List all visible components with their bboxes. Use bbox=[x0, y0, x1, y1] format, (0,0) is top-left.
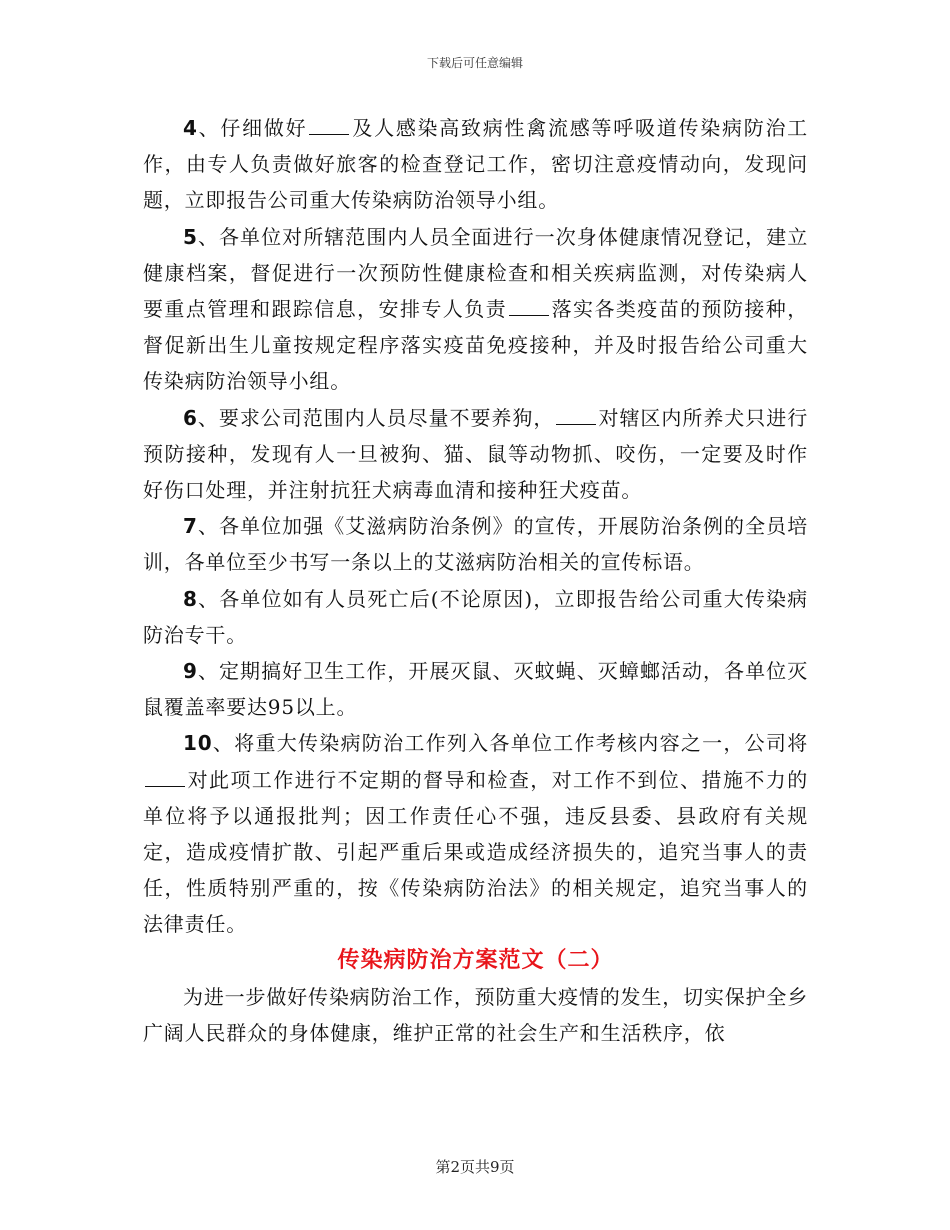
item-text-part-b: 落实各类疫苗的预防接种，督促新出生儿童按规定程序落实疫苗免疫接种，并及时报告给公司重大传染病防治领导小组。 bbox=[143, 297, 808, 394]
blank-line bbox=[556, 408, 596, 425]
item-number: 9 bbox=[183, 659, 198, 684]
page-footer: 第2页共9页 bbox=[435, 1158, 515, 1176]
item-number: 4 bbox=[183, 116, 198, 140]
item-separator: 、 bbox=[197, 405, 219, 430]
list-item-9 bbox=[143, 653, 808, 725]
item-separator: 、 bbox=[197, 116, 221, 140]
item-number: 6 bbox=[183, 405, 198, 430]
item-text-part-b: 对此项工作进行不定期的督导和检查，对工作不到位、措施不力的单位将予以通报批判；因工作责任心不强，违反县委、县政府有关规定，造成疫情扩散、引起严重后果或造成经济损失的，追究当事人的责任，性质特别严重的，按《传染病防治法》的相关规定，追究当事人的法律责任。 bbox=[143, 767, 808, 937]
item-separator: 、 bbox=[197, 586, 220, 611]
item-text: 定期搞好卫生工作，开展灭鼠、灭蚊蝇、灭蟑螂活动，各单位灭鼠覆盖率要达95以上。 bbox=[143, 659, 808, 720]
item-number: 10 bbox=[183, 731, 213, 756]
blank-line bbox=[145, 770, 185, 787]
item-separator: 、 bbox=[197, 224, 220, 249]
page-header: 下载后可任意编辑 bbox=[426, 56, 523, 70]
blank-line bbox=[509, 299, 549, 316]
section-title: 传染病防治方案范文（二） bbox=[337, 947, 614, 973]
list-item-6 bbox=[143, 400, 808, 509]
list-item-8 bbox=[143, 581, 808, 653]
list-item-7 bbox=[143, 508, 808, 580]
list-item-10 bbox=[143, 725, 808, 942]
item-text: 各单位如有人员死亡后(不论原因)，立即报告给公司重大传染病防治专干。 bbox=[143, 586, 808, 647]
item-separator: 、 bbox=[197, 659, 220, 684]
blank-line bbox=[309, 118, 349, 135]
list-item-4 bbox=[143, 110, 808, 219]
item-text-part-a: 要求公司范围内人员尽量不要养狗， bbox=[218, 405, 555, 430]
item-text-part-b: 及人感染高致病性禽流感等呼吸道传染病防治工作，由专人负责做好旅客的检查登记工作，密切注意疫情动向，发现问题，立即报告公司重大传染病防治领导小组。 bbox=[143, 116, 808, 213]
section-intro: 为进一步做好传染病防治工作，预防重大疫情的发生，切实保护全乡广阔人民群众的身体健康，维护正常的社会生产和生活秩序，依 bbox=[143, 984, 808, 1046]
item-text-part-a: 仔细做好 bbox=[220, 116, 308, 140]
item-separator: 、 bbox=[212, 731, 235, 756]
item-text: 各单位加强《艾滋病防治条例》的宣传，开展防治条例的全员培训，各单位至少书写一条以上的艾滋病防治相关的宣传标语。 bbox=[143, 514, 808, 575]
item-number: 5 bbox=[183, 224, 198, 249]
item-text-part-a: 各单位对所辖范围内人员全面进行一次身体健康情况登记，建立健康档案，督促进行一次预防性健康检查和相关疾病监测，对传染病人要重点管理和跟踪信息，安排专人负责 bbox=[143, 224, 808, 322]
item-text-part-a: 将重大传染病防治工作列入各单位工作考核内容之一，公司将 bbox=[234, 731, 808, 756]
document-body bbox=[143, 110, 808, 1051]
item-number: 7 bbox=[183, 514, 198, 539]
item-text-part-b: 对辖区内所养犬只进行预防接种，发现有人一旦被狗、猫、鼠等动物抓、咬伤，一定要及时作好伤口处理，并注射抗狂犬病毒血清和接种狂犬疫苗。 bbox=[143, 405, 808, 503]
item-separator: 、 bbox=[197, 514, 220, 539]
item-number: 8 bbox=[183, 586, 198, 611]
list-item-5 bbox=[143, 219, 808, 400]
